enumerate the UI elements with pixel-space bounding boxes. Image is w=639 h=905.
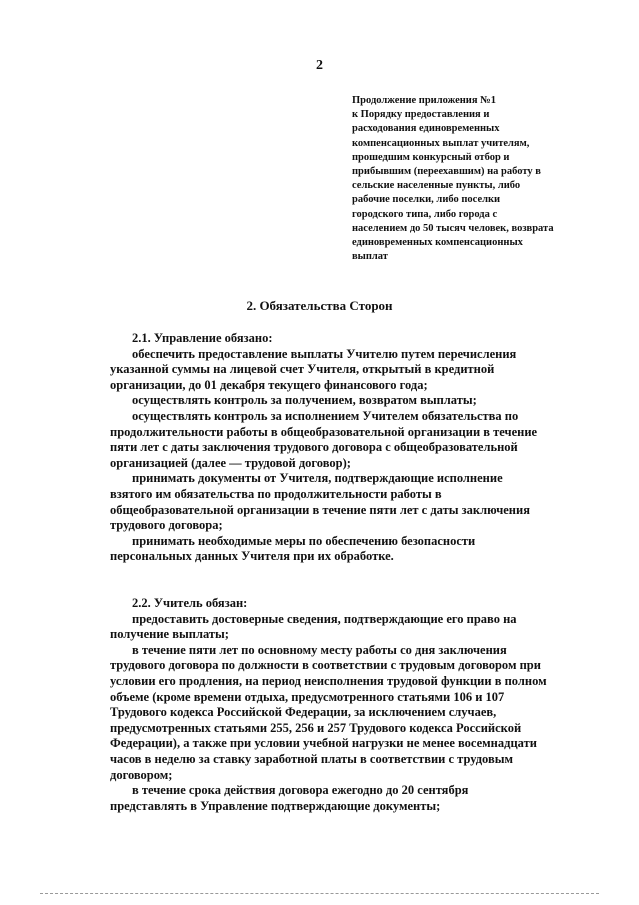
text-line: условии его продления, на период неисполнения трудовой функции в полном [110,673,547,688]
text-line: в течение срока действия договора ежегодно до 20 сентября [132,783,469,798]
text-line: персональных данных Учителя при их обработке. [110,549,394,564]
text-line: пяти лет с даты заключения трудового договора с общеобразовательной [110,440,518,455]
text-line: принимать необходимые меры по обеспечению безопасности [132,533,476,548]
text-line: в течение пяти лет по основному месту работы со дня заключения [132,642,507,657]
appendix-note-line: выплат [352,251,388,263]
appendix-note [352,94,587,264]
appendix-note-line: прибывшим (переехавшим) на работу в [352,166,541,178]
text-line: получение выплаты; [110,627,229,642]
appendix-note-line: расходования единовременных [352,123,500,135]
text-line: предоставить достоверные сведения, подтверждающие его право на [132,611,517,626]
text-line: организации, до 01 декабря текущего финансового года; [110,377,428,392]
text-line: предусмотренных статьями 255, 256 и 257 Трудового кодекса Российской [110,720,522,735]
text-line: указанной суммы на лицевой счет Учителя, открытый в кредитной [110,362,495,377]
appendix-note-line: населением до 50 тысяч человек, возврата [352,222,554,234]
appendix-note-line: прошедшим конкурсный отбор и [352,151,510,163]
appendix-note-line: к Порядку предоставления и [352,109,490,121]
text-line: принимать документы от Учителя, подтверждающие исполнение [132,471,503,486]
text-line: осуществлять контроль за получением, возвратом выплаты; [132,393,477,408]
text-line: трудового договора по должности в соответствии с трудовым договором при [110,658,541,673]
text-line: общеобразовательной организации в течение пяти лет с даты заключения [110,502,530,517]
text-line: часов в неделю за ставку заработной платы в соответствии с трудовым [110,751,514,766]
text-line: объеме (кроме времени отдыха, предусмотренного статьями 106 и 107 [110,689,505,704]
page-number: 2 [316,58,323,73]
text-line: Трудового кодекса Российской Федерации, за исключением случаев, [110,705,497,720]
text-line: организацией (далее — трудовой договор); [110,455,351,470]
text-line: продолжительности работы в общеобразовательной организации в течение [110,424,538,439]
subsection-heading: 2.1. Управление обязано: [132,331,273,345]
subsection-heading: 2.2. Учитель обязан: [132,596,248,610]
appendix-note-line: Продолжение приложения №1 [352,95,496,106]
text-line: договором; [110,767,173,782]
appendix-note-line: рабочие поселки, либо поселки [352,194,501,206]
management-obligations [110,331,580,565]
footer-divider [40,893,599,894]
text-line: Федерации), а также при условии учебной нагрузки не менее восемнадцати [110,736,537,751]
text-line: обеспечить предоставление выплаты Учителю путем перечисления [132,346,517,361]
section-title: 2. Обязательства Сторон [246,298,393,313]
text-line: осуществлять контроль за исполнением Учителем обязательства по [132,408,519,423]
text-line: трудового договора; [110,518,223,533]
appendix-note-line: компенсационных выплат учителям, [352,137,530,149]
text-line: представлять в Управление подтверждающие документы; [110,798,441,813]
appendix-note-line: сельские населенные пункты, либо [352,180,521,192]
text-line: взятого им обязательства по продолжительности работы в [110,486,442,501]
teacher-obligations [110,596,580,814]
appendix-note-line: единовременных компенсационных [352,237,523,249]
appendix-note-line: городского типа, либо города с [352,208,498,220]
